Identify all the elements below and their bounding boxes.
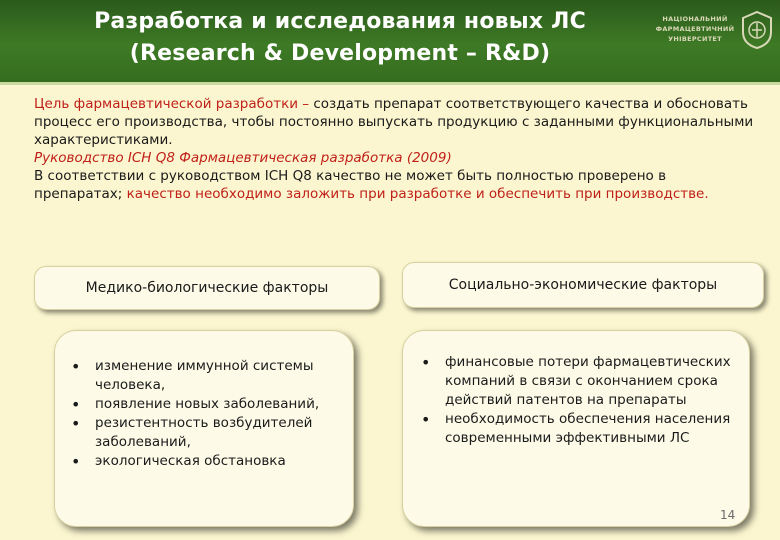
medico-biological-label-text: Медико-биологические факторы [85, 280, 329, 296]
quality-lead: В соответствии с руководством ICH Q8 качество не может быть полностью проверено в препаратах; [34, 168, 667, 202]
list-item: • резистентность возбудителей заболеваний, [71, 414, 341, 452]
medico-biological-label [34, 266, 380, 310]
logo-line-1: НАЦІОНАЛЬНИЙ [662, 15, 728, 23]
logo-line-3: УНІВЕРСИТЕТ [668, 35, 722, 43]
list-item: • экологическая обстановка [71, 452, 341, 471]
medico-biological-card [54, 330, 354, 527]
list-item: • появление новых заболеваний, [71, 395, 341, 414]
quality-paragraph [34, 167, 754, 203]
socio-economic-list [403, 331, 749, 448]
list-item: • изменение иммунной системы человека, [71, 357, 341, 395]
goal-rest: создать препарат соответствующего качества и обосновать процесс его производства, чтобы постоянно выпускать продукцию с заданными функциональными характеристиками. [34, 96, 754, 148]
list-item: • необходимость обеспечения населения современными эффективными ЛС [421, 410, 739, 448]
title-line-1: Разработка и исследования новых ЛС [94, 9, 586, 34]
title-line-2: (Research & Development – R&D) [129, 41, 551, 66]
goal-lead: Цель фармацевтической разработки – [34, 96, 314, 112]
guideline-reference: Руководство ICH Q8 Фармацевтическая разработка (2009) [34, 150, 452, 166]
slide-number: 14 [720, 508, 736, 522]
university-emblem-icon [740, 10, 774, 50]
goal-paragraph [34, 95, 754, 149]
medico-biological-list [55, 331, 353, 471]
socio-economic-card [402, 330, 750, 527]
socio-economic-label [402, 262, 764, 308]
intro-text [34, 95, 754, 203]
page-title [40, 6, 640, 70]
header-divider [0, 82, 780, 85]
university-logo-text [655, 14, 735, 44]
header-bar [0, 0, 780, 82]
list-item: • финансовые потери фармацевтических компаний в связи с окончанием срока действий патентов на препараты [421, 353, 739, 410]
quality-emphasis: качество необходимо заложить при разработке и обеспечить при производстве. [126, 186, 709, 202]
logo-line-2: ФАРМАЦЕВТИЧНИЙ [655, 25, 735, 33]
socio-economic-label-text: Социально-экономические факторы [448, 277, 718, 293]
